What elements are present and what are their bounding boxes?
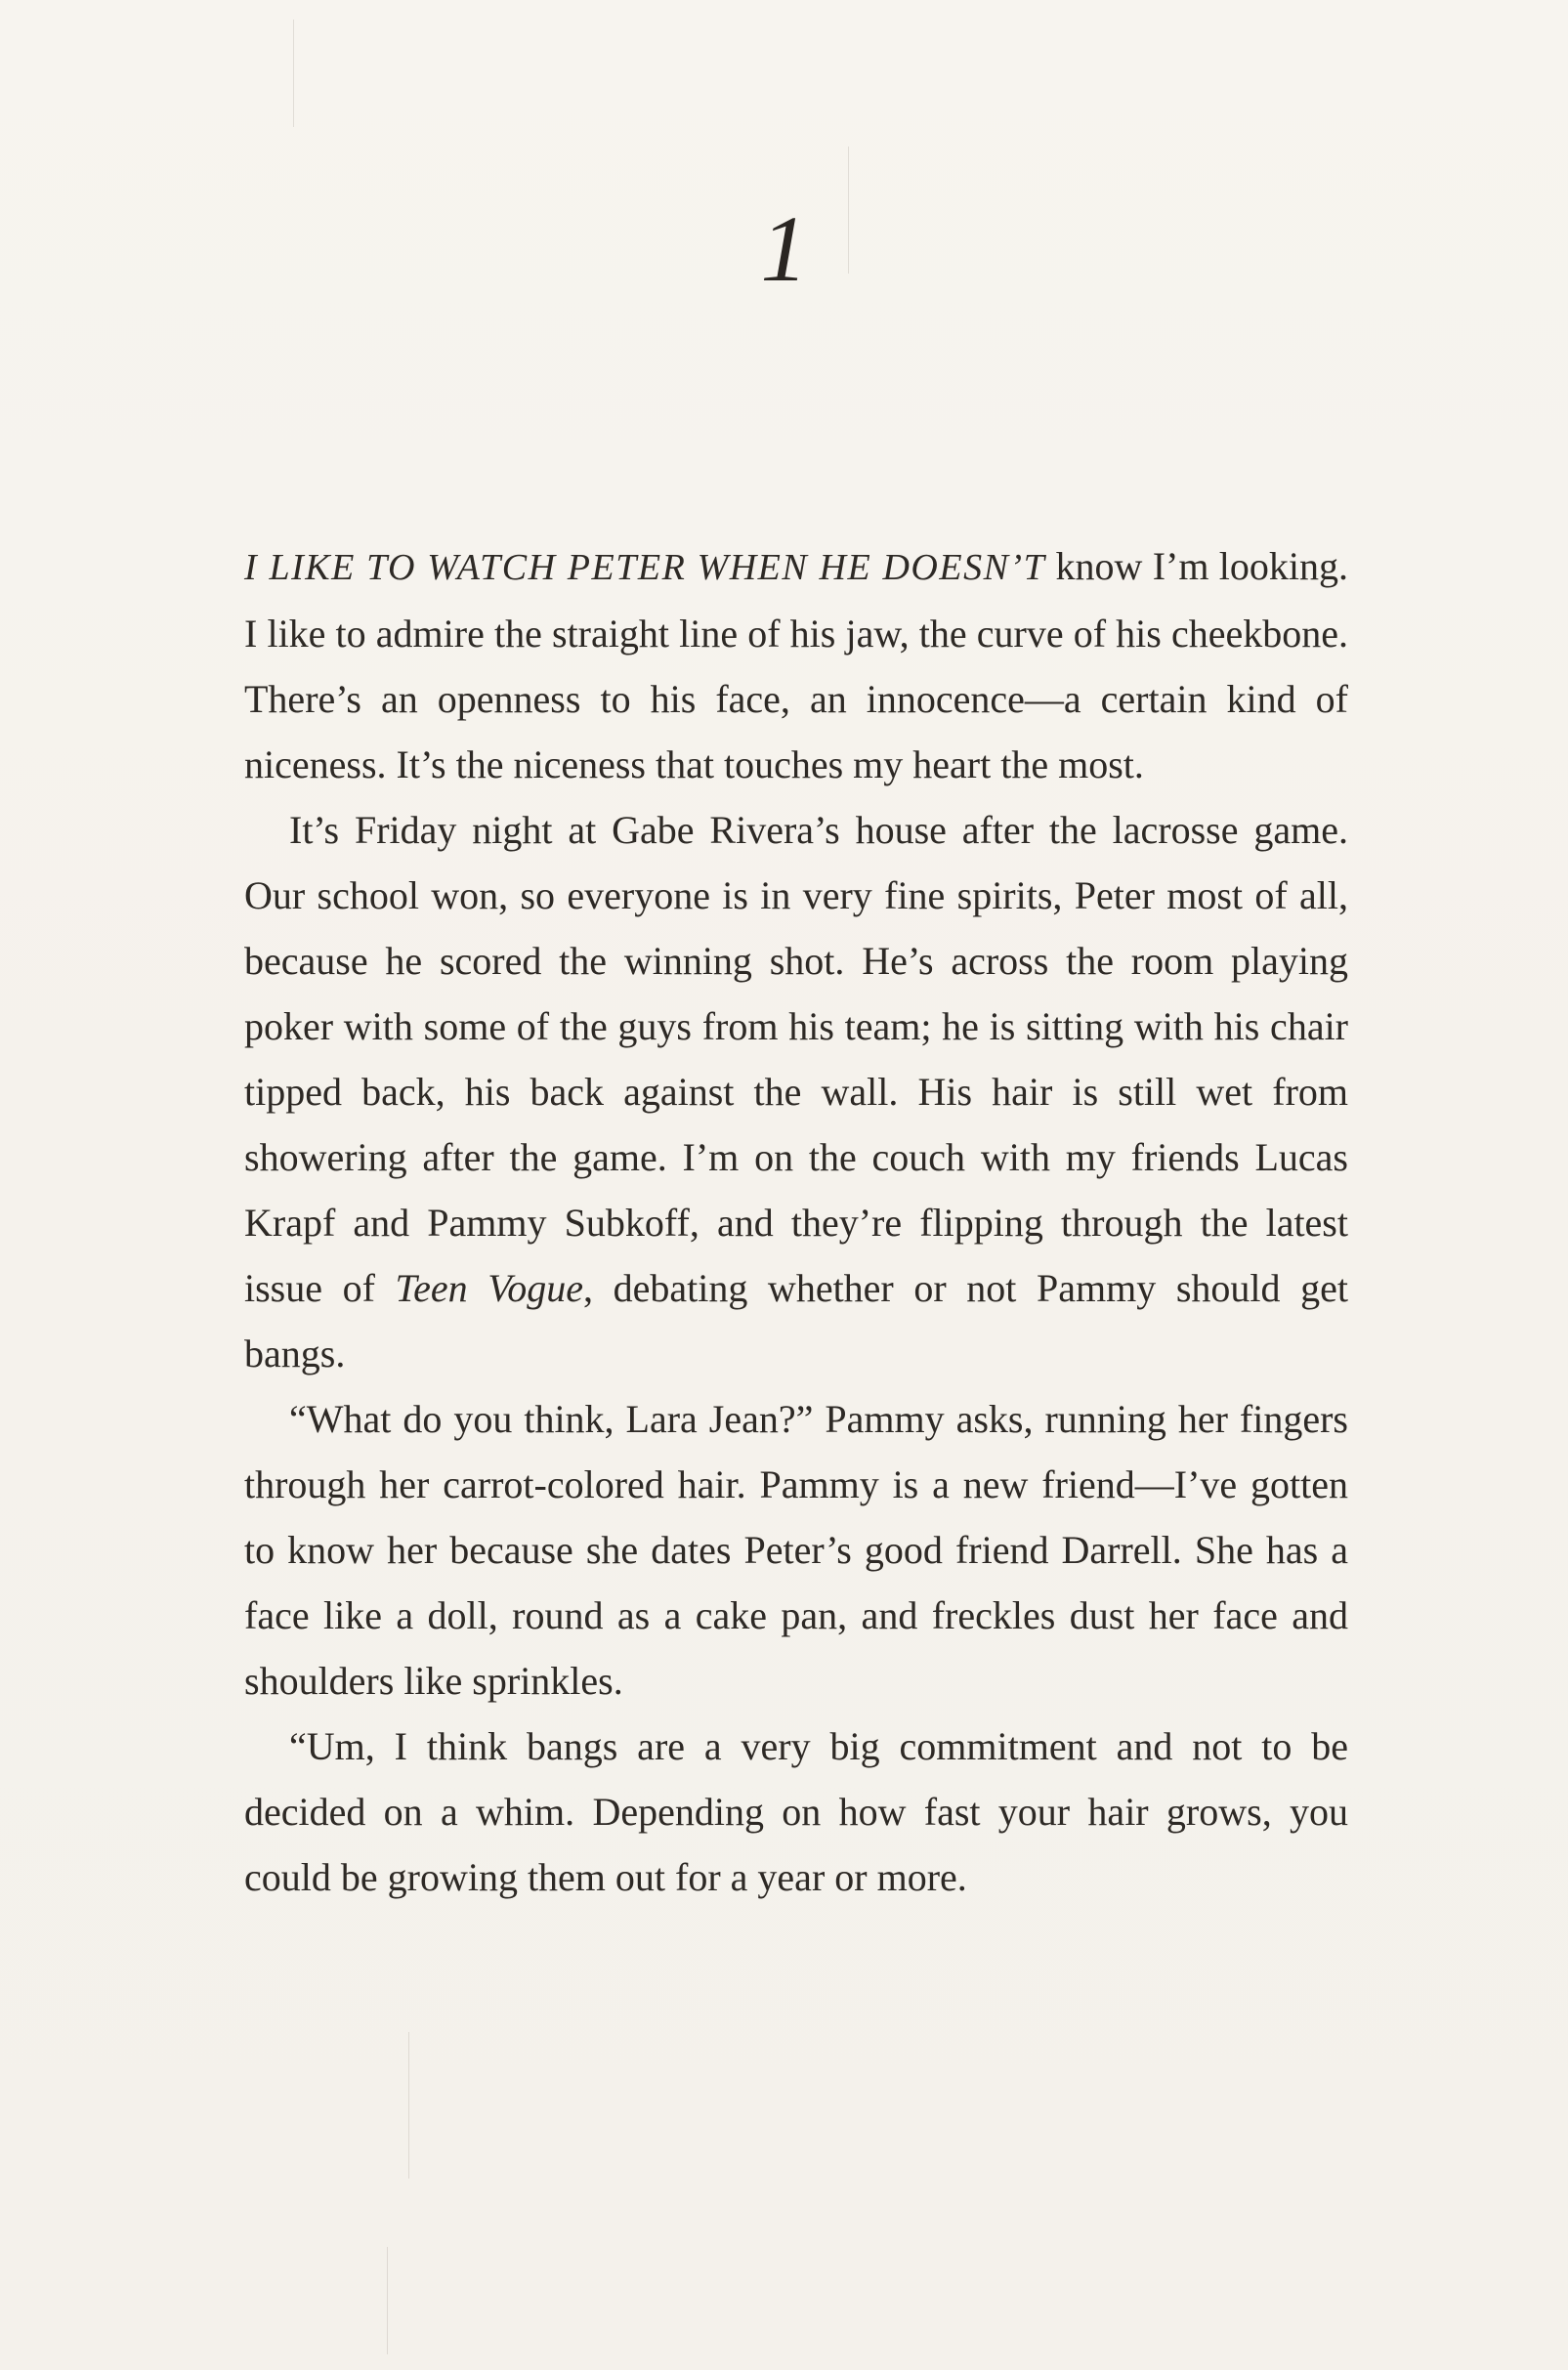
paragraph-1 (244, 533, 1348, 797)
magazine-title: Teen Vogue (395, 1266, 583, 1310)
paragraph-text: It’s Friday night at Gabe Rivera’s house after the lacrosse game. Our school won, so everyone is in very fine spirits, Peter most of all, because he scored the winning shot. He’s across the room playing poker with some of the guys from his team; he is sitting with his chair tipped back, his back against the wall. His hair is still wet from showering after the game. I’m on the couch with my friends Lucas Krapf and Pammy Subkoff, and they’re flipping through the latest issue of (244, 808, 1348, 1310)
page-crease-mark (293, 20, 294, 127)
paragraph-text: “What do you think, Lara Jean?” Pammy asks, running her fingers through her carrot-colored hair. Pammy is a new friend—I’ve gotten to know her because she dates Peter’s good friend Darrell. She has a face like a doll, round as a cake pan, and freckles dust her face and shoulders like sprinkles. (244, 1397, 1348, 1703)
page-crease-mark (387, 2247, 388, 2354)
chapter-number: 1 (760, 196, 808, 301)
page-crease-mark (408, 2032, 409, 2179)
paragraph-text: “Um, I think bangs are a very big commitment and not to be decided on a whim. Depending on how fast your hair grows, you could be growing them out for a year or more. (244, 1724, 1348, 1899)
paragraph-3 (244, 1386, 1348, 1714)
paragraph-4 (244, 1714, 1348, 1910)
paragraph-text: know I’m looking. I like to admire the straight line of his jaw, the curve of his cheekbone. There’s an openness to his face, an innocence—a certain kind of niceness. It’s the niceness that touches my heart the most. (244, 544, 1348, 786)
paragraph-text-continued: , debating whether or not Pammy should get bangs. (244, 1266, 1348, 1375)
body-text (244, 533, 1348, 1910)
opening-small-caps: I LIKE TO WATCH PETER WHEN HE DOESN’T (244, 547, 1046, 588)
paragraph-2 (244, 797, 1348, 1386)
